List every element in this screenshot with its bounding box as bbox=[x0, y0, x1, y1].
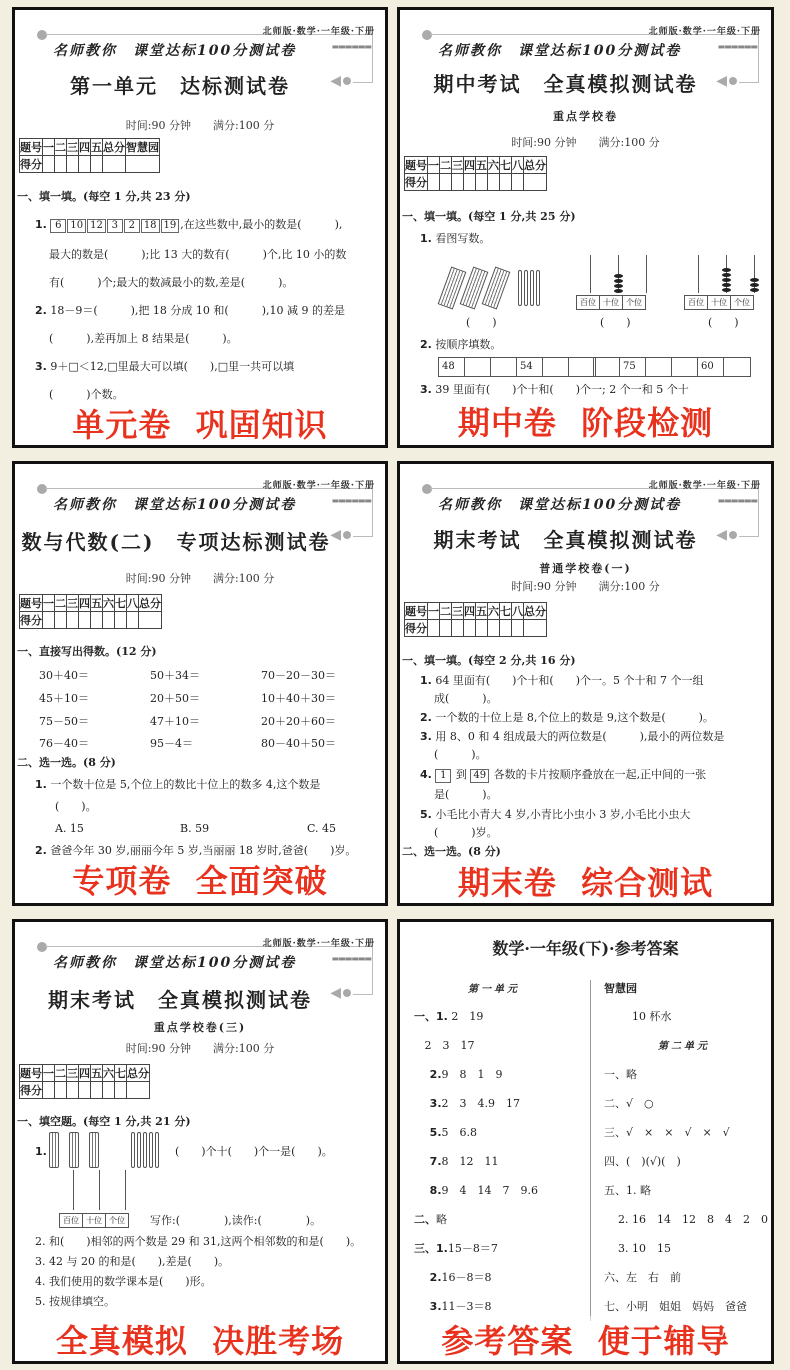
answer-line: 10 杯水 bbox=[632, 1010, 672, 1023]
header-cell: 三 bbox=[67, 139, 79, 156]
question-text: ( )个十( )个一是( )。 bbox=[175, 1145, 333, 1158]
answer-line: 三、√ × × √ × √ bbox=[604, 1126, 730, 1139]
sequence-boxes-2: 75 60 bbox=[593, 357, 751, 377]
header-dot bbox=[37, 30, 47, 40]
stick-icon bbox=[143, 1132, 147, 1168]
score-table: 题号 一 二 三 四 五 六 七 总分 得分 bbox=[19, 1064, 150, 1099]
column-divider bbox=[590, 980, 591, 1321]
question-text: ( )。 bbox=[434, 748, 487, 761]
wisdom-heading: 智慧园 bbox=[604, 982, 637, 995]
arrow-dot-icon: ◀ bbox=[330, 73, 351, 89]
stick-icon bbox=[518, 270, 522, 306]
question-text: 最大的数是( );比 13 大的数有( )个,比 10 小的数 bbox=[49, 248, 347, 261]
time-score-meta: 时间:90 分钟 满分:100 分 bbox=[125, 119, 275, 132]
score-table: 题号 一 二 三 四 五 六 七 八 总分 得分 bbox=[404, 602, 547, 637]
header-line bbox=[372, 34, 373, 82]
brand-title: 名师教你 课堂达标100分测试卷 bbox=[438, 497, 682, 513]
calc-item: 30＋40＝ bbox=[39, 669, 89, 682]
header-dot bbox=[422, 484, 432, 494]
header-cell: 智慧园 bbox=[126, 139, 160, 156]
brand-title: 名师教你 课堂达标100分测试卷 bbox=[438, 43, 682, 59]
abacus-bead bbox=[750, 288, 759, 292]
answer-line: 六、左 右 前 bbox=[604, 1271, 681, 1284]
panel-final-general bbox=[397, 461, 774, 906]
calc-item: 75－50＝ bbox=[39, 715, 89, 728]
question-1: 1. 看图写数。 bbox=[420, 232, 491, 245]
answer-line: 一、1. 2 19 bbox=[414, 1010, 484, 1023]
abacus-label-row: 百位 十位 个位 bbox=[59, 1213, 129, 1228]
question-1: 1. 64 里面有( )个十和( )个一。5 个十和 7 个一组 bbox=[420, 674, 704, 687]
answer-line: 7.8 12 11 bbox=[422, 1155, 499, 1168]
calc-item: 47＋10＝ bbox=[150, 715, 200, 728]
panel-midterm bbox=[397, 7, 774, 448]
abacus-bead bbox=[722, 268, 731, 272]
question-1: 1. 6 10 12 3 2 18 19 ,在这些数中,最小的数是( ), bbox=[35, 218, 343, 231]
promo-banner: 参考答案 便于辅导 bbox=[400, 1316, 771, 1362]
section-heading: 二、选一选。(8 分) bbox=[17, 756, 116, 769]
time-score-meta: 时间:90 分钟 满分:100 分 bbox=[511, 580, 660, 593]
header-cell: 五 bbox=[91, 139, 103, 156]
stick-icon bbox=[524, 270, 528, 306]
header-cell: 题号 bbox=[405, 157, 428, 174]
question-2: 2. 爸爸今年 30 岁,丽丽今年 5 岁,当丽丽 18 岁时,爸爸( )岁。 bbox=[35, 844, 357, 857]
sequence-boxes-1: 48 54 bbox=[438, 357, 596, 377]
abacus-bead bbox=[614, 274, 623, 278]
abacus-rod bbox=[99, 1170, 100, 1210]
answer-line: 3.2 3 4.9 17 bbox=[422, 1097, 520, 1110]
arrow-dot-icon: ◀ bbox=[330, 527, 351, 543]
question-3: 3. 9＋□＜12,□里最大可以填( ),□里一共可以填 bbox=[35, 360, 295, 373]
answer-line: 3. 10 15 bbox=[604, 1242, 671, 1255]
edition-label: 北师版·数学·一年级·下册 bbox=[648, 481, 761, 491]
answer-line: 七、小明 姐姐 妈妈 爸爸 bbox=[604, 1300, 747, 1313]
answer-line: 三、1.15－8＝7 bbox=[414, 1242, 498, 1255]
abacus-rod bbox=[646, 255, 647, 293]
stick-bundle-icon bbox=[49, 1132, 59, 1168]
time-score-meta: 时间:90 分钟 满分:100 分 bbox=[125, 1042, 275, 1055]
section-heading: 一、直接写出得数。(12 分) bbox=[17, 645, 157, 658]
answer-line: 2 3 17 bbox=[414, 1039, 475, 1052]
abacus-bead bbox=[750, 278, 759, 282]
abacus-bead bbox=[722, 278, 731, 282]
stick-icon bbox=[530, 270, 534, 306]
question-1: 1. 一个数十位是 5,个位上的数比十位上的数多 4,这个数是 bbox=[35, 778, 321, 791]
abacus-rod bbox=[590, 255, 591, 293]
question-2: 2. 和( )相邻的两个数是 29 和 31,这两个相邻数的和是( )。 bbox=[35, 1235, 362, 1248]
question-1: 1. bbox=[35, 1145, 47, 1158]
header-cell: 题号 bbox=[20, 139, 43, 156]
header-line bbox=[739, 536, 759, 537]
brand-title: 名师教你 课堂达标100分测试卷 bbox=[53, 955, 297, 971]
dash-decoration: ▬▬▬▬▬▬ bbox=[717, 496, 757, 505]
abacus-label-row: 百位 十位 个位 bbox=[576, 295, 646, 310]
question-2: 2. 一个数的十位上是 8,个位上的数是 9,这个数是( )。 bbox=[420, 711, 714, 724]
question-text: ( ),差再加上 8 结果是( )。 bbox=[49, 332, 238, 345]
score-table: 题号 一 二 三 四 五 六 七 八 总分 得分 bbox=[404, 156, 547, 191]
answer-key-title: 数学·一年级(下)·参考答案 bbox=[492, 939, 679, 958]
question-text: 是( )。 bbox=[434, 788, 498, 801]
answer-line: 五、1. 略 bbox=[604, 1184, 651, 1197]
answer-line: 一、略 bbox=[604, 1068, 637, 1081]
header-cell: 四 bbox=[79, 139, 91, 156]
header-dot bbox=[37, 942, 47, 952]
abacus-rod bbox=[698, 255, 699, 293]
option-c: C. 45 bbox=[307, 822, 337, 835]
arrow-dot-icon: ◀ bbox=[330, 985, 351, 1001]
stick-bundle-icon bbox=[89, 1132, 99, 1168]
question-text: ( )岁。 bbox=[434, 826, 498, 839]
paper-subtitle: 普通学校卷(一) bbox=[539, 562, 632, 575]
answer-blank: ( ) bbox=[600, 316, 631, 329]
question-text: 写作:( ),读作:( )。 bbox=[150, 1214, 322, 1227]
dash-decoration: ▬▬▬▬▬▬ bbox=[331, 954, 371, 963]
abacus-bead bbox=[750, 283, 759, 287]
question-text: 有( )个;最大的数减最小的数,差是( )。 bbox=[49, 276, 294, 289]
dash-decoration: ▬▬▬▬▬▬ bbox=[331, 42, 371, 51]
answer-line: 二、√ ○ bbox=[604, 1097, 654, 1110]
header-line bbox=[353, 82, 373, 83]
score-table bbox=[19, 138, 160, 173]
calc-item: 10＋40＋30＝ bbox=[261, 692, 336, 705]
answer-line: 8.9 4 14 7 9.6 bbox=[422, 1184, 538, 1197]
arrow-dot-icon: ◀ bbox=[716, 527, 737, 543]
header-line bbox=[758, 34, 759, 82]
answer-line: 2. 16 14 12 8 4 2 0 bbox=[604, 1213, 768, 1226]
answer-blank: ( ) bbox=[466, 316, 497, 329]
option-b: B. 59 bbox=[180, 822, 210, 835]
stick-icon bbox=[155, 1132, 159, 1168]
abacus-label-row: 百位 十位 个位 bbox=[684, 295, 754, 310]
header-line bbox=[739, 82, 759, 83]
panel-answer-key bbox=[397, 919, 774, 1364]
unit-heading: 第一单元 bbox=[468, 984, 520, 995]
promo-banner: 专项卷 全面突破 bbox=[72, 862, 328, 900]
header-line bbox=[758, 488, 759, 536]
abacus-bead bbox=[614, 284, 623, 288]
option-a: A. 15 bbox=[55, 822, 84, 835]
answer-blank: ( ) bbox=[708, 316, 739, 329]
score-table: 题号 一 二 三 四 五 六 七 八 总分 得分 bbox=[19, 594, 162, 629]
edition-label: 北师版·数学·一年级·下册 bbox=[262, 939, 375, 949]
answer-line: 5.5 6.8 bbox=[422, 1126, 477, 1139]
section-heading: 一、填空题。(每空 1 分,共 21 分) bbox=[17, 1115, 191, 1128]
calc-item: 76－40＝ bbox=[39, 737, 89, 750]
calc-item: 20＋50＝ bbox=[150, 692, 200, 705]
answer-line: 3.11－3＝8 bbox=[422, 1300, 492, 1313]
abacus-rod bbox=[125, 1170, 126, 1210]
stick-icon bbox=[131, 1132, 135, 1168]
promo-banner: 期末卷 综合测试 bbox=[457, 864, 714, 902]
paper-title: 期末考试 全真模拟测试卷 bbox=[48, 988, 312, 1012]
calc-item: 50＋34＝ bbox=[150, 669, 200, 682]
paper-title: 第一单元 达标测试卷 bbox=[70, 74, 290, 98]
panel-unit-test bbox=[12, 7, 388, 448]
edition-label: 北师版·数学·一年级·下册 bbox=[648, 27, 761, 37]
calc-item: 20＋20＋60＝ bbox=[261, 715, 336, 728]
promo-banner: 全真模拟 决胜考场 bbox=[55, 1322, 345, 1360]
arrow-dot-icon: ◀ bbox=[716, 73, 737, 89]
header-line bbox=[353, 536, 373, 537]
paper-title: 期中考试 全真模拟测试卷 bbox=[433, 72, 698, 96]
header-dot bbox=[37, 484, 47, 494]
abacus-rod bbox=[73, 1170, 74, 1210]
brand-title: 名师教你 课堂达标100分测试卷 bbox=[53, 497, 297, 513]
dash-decoration: ▬▬▬▬▬▬ bbox=[717, 42, 757, 51]
paper-title: 期末考试 全真模拟测试卷 bbox=[433, 528, 698, 552]
calc-item: 70－20－30＝ bbox=[261, 669, 336, 682]
header-cell: 总分 bbox=[103, 139, 126, 156]
question-4: 4. 我们使用的数学课本是( )形。 bbox=[35, 1275, 212, 1288]
answer-line: 2.16－8＝8 bbox=[422, 1271, 492, 1284]
edition-label: 北师版·数学·一年级·下册 bbox=[262, 481, 375, 491]
dash-decoration: ▬▬▬▬▬▬ bbox=[331, 496, 371, 505]
paper-subtitle: 重点学校卷(三) bbox=[153, 1021, 247, 1034]
abacus-bead bbox=[722, 288, 731, 292]
unit-heading: 第二单元 bbox=[658, 1041, 710, 1052]
panel-final-key-school bbox=[12, 919, 388, 1364]
header-dot bbox=[422, 30, 432, 40]
header-line bbox=[372, 946, 373, 994]
question-3: 3. 用 8、0 和 4 组成最大的两位数是( ),最小的两位数是 bbox=[420, 730, 725, 743]
abacus-bead bbox=[614, 289, 623, 293]
edition-label: 北师版·数学·一年级·下册 bbox=[262, 27, 375, 37]
question-4: 4. 1 到 49 各数的卡片按顺序叠放在一起,正中间的一张 bbox=[420, 768, 707, 781]
calc-item: 80－40＋50＝ bbox=[261, 737, 336, 750]
question-2: 2. 18－9＝( ),把 18 分成 10 和( ),10 减 9 的差是 bbox=[35, 304, 345, 317]
question-text: 成( )。 bbox=[434, 692, 498, 705]
answer-line: 2.9 8 1 9 bbox=[422, 1068, 503, 1081]
header-line bbox=[353, 994, 373, 995]
header-cell: 二 bbox=[55, 139, 67, 156]
calc-item: 45＋10＝ bbox=[39, 692, 89, 705]
question-3: 3. 42 与 20 的和是( ),差是( )。 bbox=[35, 1255, 230, 1268]
question-3: 3. 39 里面有( )个十和( )个一; 2 个一和 5 个十 bbox=[420, 383, 689, 396]
stick-bundle-icon bbox=[69, 1132, 79, 1168]
stick-icon bbox=[149, 1132, 153, 1168]
answer-blank: ( )。 bbox=[55, 800, 97, 813]
brand-title: 名师教你 课堂达标100分测试卷 bbox=[53, 43, 297, 59]
time-score-meta: 时间:90 分钟 满分:100 分 bbox=[125, 572, 275, 585]
time-score-meta: 时间:90 分钟 满分:100 分 bbox=[511, 136, 660, 149]
header-line bbox=[372, 488, 373, 536]
section-heading: 一、填一填。(每空 1 分,共 25 分) bbox=[402, 210, 576, 223]
section-heading: 一、填一填。(每空 1 分,共 23 分) bbox=[17, 190, 191, 203]
question-5: 5. 小毛比小青大 4 岁,小青比小虫小 3 岁,小毛比小虫大 bbox=[420, 808, 691, 821]
paper-subtitle: 重点学校卷 bbox=[553, 110, 618, 123]
question-text: ( )个数。 bbox=[49, 388, 124, 401]
header-cell: 一 bbox=[43, 139, 55, 156]
panel-algebra-special bbox=[12, 461, 388, 906]
score-label: 得分 bbox=[20, 156, 43, 173]
abacus-bead bbox=[722, 283, 731, 287]
promo-banner: 期中卷 阶段检测 bbox=[457, 404, 714, 442]
section-heading: 二、选一选。(8 分) bbox=[402, 845, 501, 858]
question-2: 2. 按顺序填数。 bbox=[420, 338, 502, 351]
calc-item: 95－4＝ bbox=[150, 737, 193, 750]
abacus-bead bbox=[722, 273, 731, 277]
promo-banner: 单元卷 巩固知识 bbox=[72, 406, 328, 444]
abacus-bead bbox=[614, 279, 623, 283]
answer-line: 四、( )(√)( ) bbox=[604, 1155, 681, 1168]
stick-icon bbox=[137, 1132, 141, 1168]
question-5: 5. 按规律填空。 bbox=[35, 1295, 115, 1308]
section-heading: 一、填一填。(每空 2 分,共 16 分) bbox=[402, 654, 576, 667]
paper-title: 数与代数(二) 专项达标测试卷 bbox=[21, 530, 331, 554]
answer-line: 二、略 bbox=[414, 1213, 447, 1226]
stick-icon bbox=[536, 270, 540, 306]
